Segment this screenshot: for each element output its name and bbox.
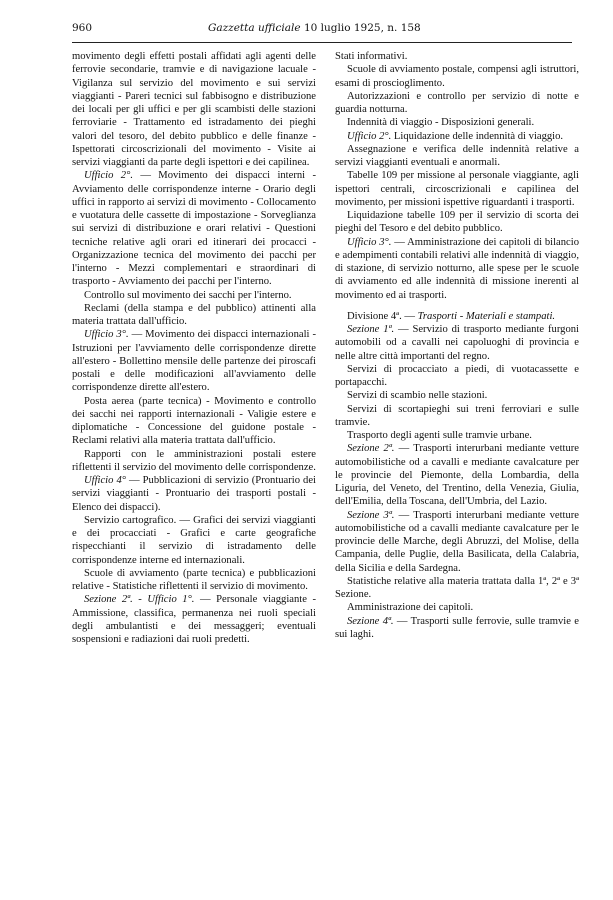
- paragraph-text: Assegnazione e verifica delle indennità relative a servizi viaggianti eventuali e anormali.: [335, 143, 579, 168]
- paragraph: [335, 403, 579, 430]
- paragraph-text: Liquidazione delle indennità di viaggio.: [391, 130, 564, 142]
- paragraph-heading: Sezione 2ª.: [347, 443, 395, 455]
- paragraph: [72, 593, 316, 646]
- paragraph: [72, 328, 316, 394]
- paragraph: [72, 289, 316, 302]
- paragraph-text: — Movimento dei dispacci internazionali - Istruzioni per l'avviamento delle corrispondenze dirette all'estero - Bollettino mensile delle partenze dei piroscafi postali e delle modificazioni all'avviamento delle corrispondenze dirette all'estero.: [72, 329, 316, 394]
- paragraph: [335, 116, 579, 129]
- paragraph-text: Rapporti con le amministrazioni postali estere riflettenti il servizio del movimento delle corrispondenze.: [72, 448, 316, 473]
- paragraph: [335, 130, 579, 143]
- paragraph-heading: Ufficio 3°.: [347, 236, 392, 248]
- journal-name: Gazzetta ufficiale: [208, 22, 301, 34]
- paragraph: [335, 615, 579, 642]
- paragraph-text: Servizi di scortapieghi sui treni ferroviari e sulle tramvie.: [335, 403, 579, 428]
- paragraph-heading: Ufficio 3°.: [84, 329, 129, 341]
- paragraph-text: Liquidazione tabelle 109 per il servizio di scorta dei pieghi del Tesoro e del debito pubblico.: [335, 210, 579, 235]
- paragraph-text: — Trasporti sulle ferrovie, sulle tramvie e sui laghi.: [335, 615, 579, 640]
- paragraph-text: Tabelle 109 per missione al personale viaggiante, agli ispettori centrali, circoscrizionali e capilinea del movimento, per missioni ispettive riguardanti i trasporti.: [335, 170, 579, 208]
- division-title: Trasporti - Materiali e stampati.: [417, 310, 556, 322]
- paragraph-text: — Personale viaggiante - Ammissione, classifica, permanenza nei ruoli speciali degli ambulantisti e dei messaggeri; eventuali sospensioni e radiazioni dai ruoli predetti.: [72, 594, 316, 645]
- paragraph: [335, 310, 579, 323]
- paragraph-text: — Servizio di trasporto mediante furgoni automobili od a cavalli nei capoluoghi di provincia e nelle altre città importanti del regno.: [335, 324, 579, 362]
- page-number: 960: [72, 22, 93, 34]
- paragraph-text: Servizio cartografico. — Grafici dei servizi viaggianti e dei procacciati - Grafici e carte geografiche rispecchianti il servizio di istradamento delle corrispondenze interne ed internazionali.: [72, 514, 316, 566]
- paragraph-text: Trasporto degli agenti sulle tramvie urbane.: [347, 430, 532, 441]
- issue-date: 10 luglio 1925, n. 158: [303, 22, 421, 34]
- paragraph: [72, 567, 316, 594]
- paragraph-text: Scuole di avviamento (parte tecnica) e pubblicazioni relative - Statistiche riflettenti il servizio di movimento.: [72, 567, 316, 592]
- paragraph-text: — Trasporti interurbani mediante vetture automobilistiche od a cavalli mediante cavalcature per le provincie delle Marche, degli Abruzzi, del Molise, della Campania, delle Puglie, della Basilicata, della Calabria, della Sicilia e della Sardegna.: [335, 509, 579, 574]
- paragraph-text: Stati informativi.: [335, 51, 408, 62]
- paragraph: [72, 474, 316, 514]
- paragraph: [72, 514, 316, 567]
- paragraph: [72, 395, 316, 448]
- paragraph: [335, 509, 579, 575]
- paragraph: [335, 50, 579, 63]
- paragraph: [335, 323, 579, 363]
- paragraph-heading: Ufficio 2°.: [84, 170, 133, 182]
- paragraph-heading: Ufficio 2°.: [347, 130, 392, 142]
- paragraph-text: Autorizzazioni e controllo per servizio di notte e guardia notturna.: [335, 90, 579, 115]
- paragraph-text: Controllo sul movimento dei sacchi per l'interno.: [84, 289, 292, 301]
- paragraph-text: Scuole di avviamento postale, compensi agli istruttori, esami di proscioglimento.: [335, 64, 579, 89]
- paragraph-text: Posta aerea (parte tecnica) - Movimento e controllo dei sacchi nei rapporti internazionali - Valigie estere e diplomatiche - Concessione del guidone postale - Reclami relativi alla materia trattata dall'ufficio.: [72, 395, 316, 447]
- paragraph: [335, 143, 579, 170]
- paragraph: [335, 601, 579, 614]
- paragraph: [335, 389, 579, 402]
- paragraph-text: Reclami (della stampa e del pubblico) attinenti alla materia trattata dall'ufficio.: [72, 302, 316, 327]
- paragraph: [335, 63, 579, 90]
- paragraph: [72, 302, 316, 329]
- paragraph: [335, 209, 579, 236]
- paragraph-text: Servizi di scambio nelle stazioni.: [347, 390, 488, 402]
- paragraph-heading: Ufficio 4°: [84, 475, 126, 486]
- paragraph: [335, 575, 579, 602]
- paragraph-heading: Sezione 4ª.: [347, 615, 394, 627]
- header-rule: [72, 42, 572, 43]
- paragraph-text: Divisione 4ª. —: [347, 310, 418, 322]
- paragraph-text: Indennità di viaggio - Disposizioni generali.: [347, 117, 535, 129]
- paragraph-text: Statistiche relative alla materia trattata dalla 1ª, 2ª e 3ª Sezione.: [335, 575, 579, 600]
- paragraph: [335, 169, 579, 209]
- paragraph: [72, 50, 316, 169]
- paragraph-heading: Sezione 2ª. - Ufficio 1°.: [84, 594, 195, 606]
- paragraph-text: Amministrazione dei capitoli.: [347, 602, 474, 614]
- paragraph-text: Servizi di procacciato a piedi, di vuotacassette e portapacchi.: [335, 363, 579, 388]
- paragraph-heading: Sezione 1ª.: [347, 324, 395, 335]
- paragraph-text: — Trasporti interurbani mediante vetture automobilistiche od a cavalli e mediante cavalcature per le provincie del Piemonte, della Lombardia, della Liguria, del Veneto, del Trentino, della Venezia, Giulia, dell'Emilia, della Toscana, dell'Umbria, del Lazio.: [335, 443, 579, 508]
- paragraph: [335, 363, 579, 390]
- paragraph-text: — Amministrazione dei capitoli di bilancio e adempimenti contabili relativi alle indennità di viaggio, di stazione, di servizio notturno, alle spese per le scuole di avviamento ed alle indennità di missione inerenti al movimento ed ai trasporti.: [335, 236, 579, 301]
- paragraph-text: — Pubblicazioni di servizio (Prontuario dei servizi viaggianti - Prontuario dei trasporti postali - Elenco dei dispacci).: [72, 475, 316, 513]
- paragraph: [335, 90, 579, 117]
- paragraph-text: movimento degli effetti postali affidati agli agenti delle ferrovie secondarie, tramvie e di navigazione lacuale - Vigilanza sul servizio del movimento e sui servizi viaggianti - Pareri tecnici sul fabbisogno e distribuzione dei locali per gli uffici e per gli scambisti delle stazioni ferroviarie - Trattamento ed istradamento dei pieghi valori del tesoro, del debito pubblico e delle finanze - Ispettorati circoscrizionali del movimento - Visite ai servizi viaggianti da parte degli ispettori e dei capilinea.: [72, 51, 316, 168]
- page-header: [72, 22, 572, 38]
- paragraph: [335, 236, 579, 302]
- right-column: [335, 50, 579, 641]
- paragraph: [72, 448, 316, 475]
- paragraph-text: — Movimento dei dispacci interni - Avviamento delle corrispondenze interne - Orario degli uffici in rapporto ai servizi di movimento - Collocamento e vuotatura delle cassette di impostazione - Sorveglianza sui servizi di distribuzione e orari relativi - Questioni tecniche relative agli orari ed itinerari dei procacci - Organizzazione tecnica del movimento dei pacchi per l'interno - Mezzi complementari e straordinari di trasporto - Avviamento dei pacchi per l'interno.: [72, 170, 316, 288]
- left-column: [72, 50, 316, 646]
- paragraph-heading: Sezione 3ª.: [347, 509, 395, 521]
- paragraph: [72, 169, 316, 288]
- paragraph: [335, 429, 579, 442]
- paragraph: [335, 442, 579, 508]
- header-title: [208, 22, 421, 34]
